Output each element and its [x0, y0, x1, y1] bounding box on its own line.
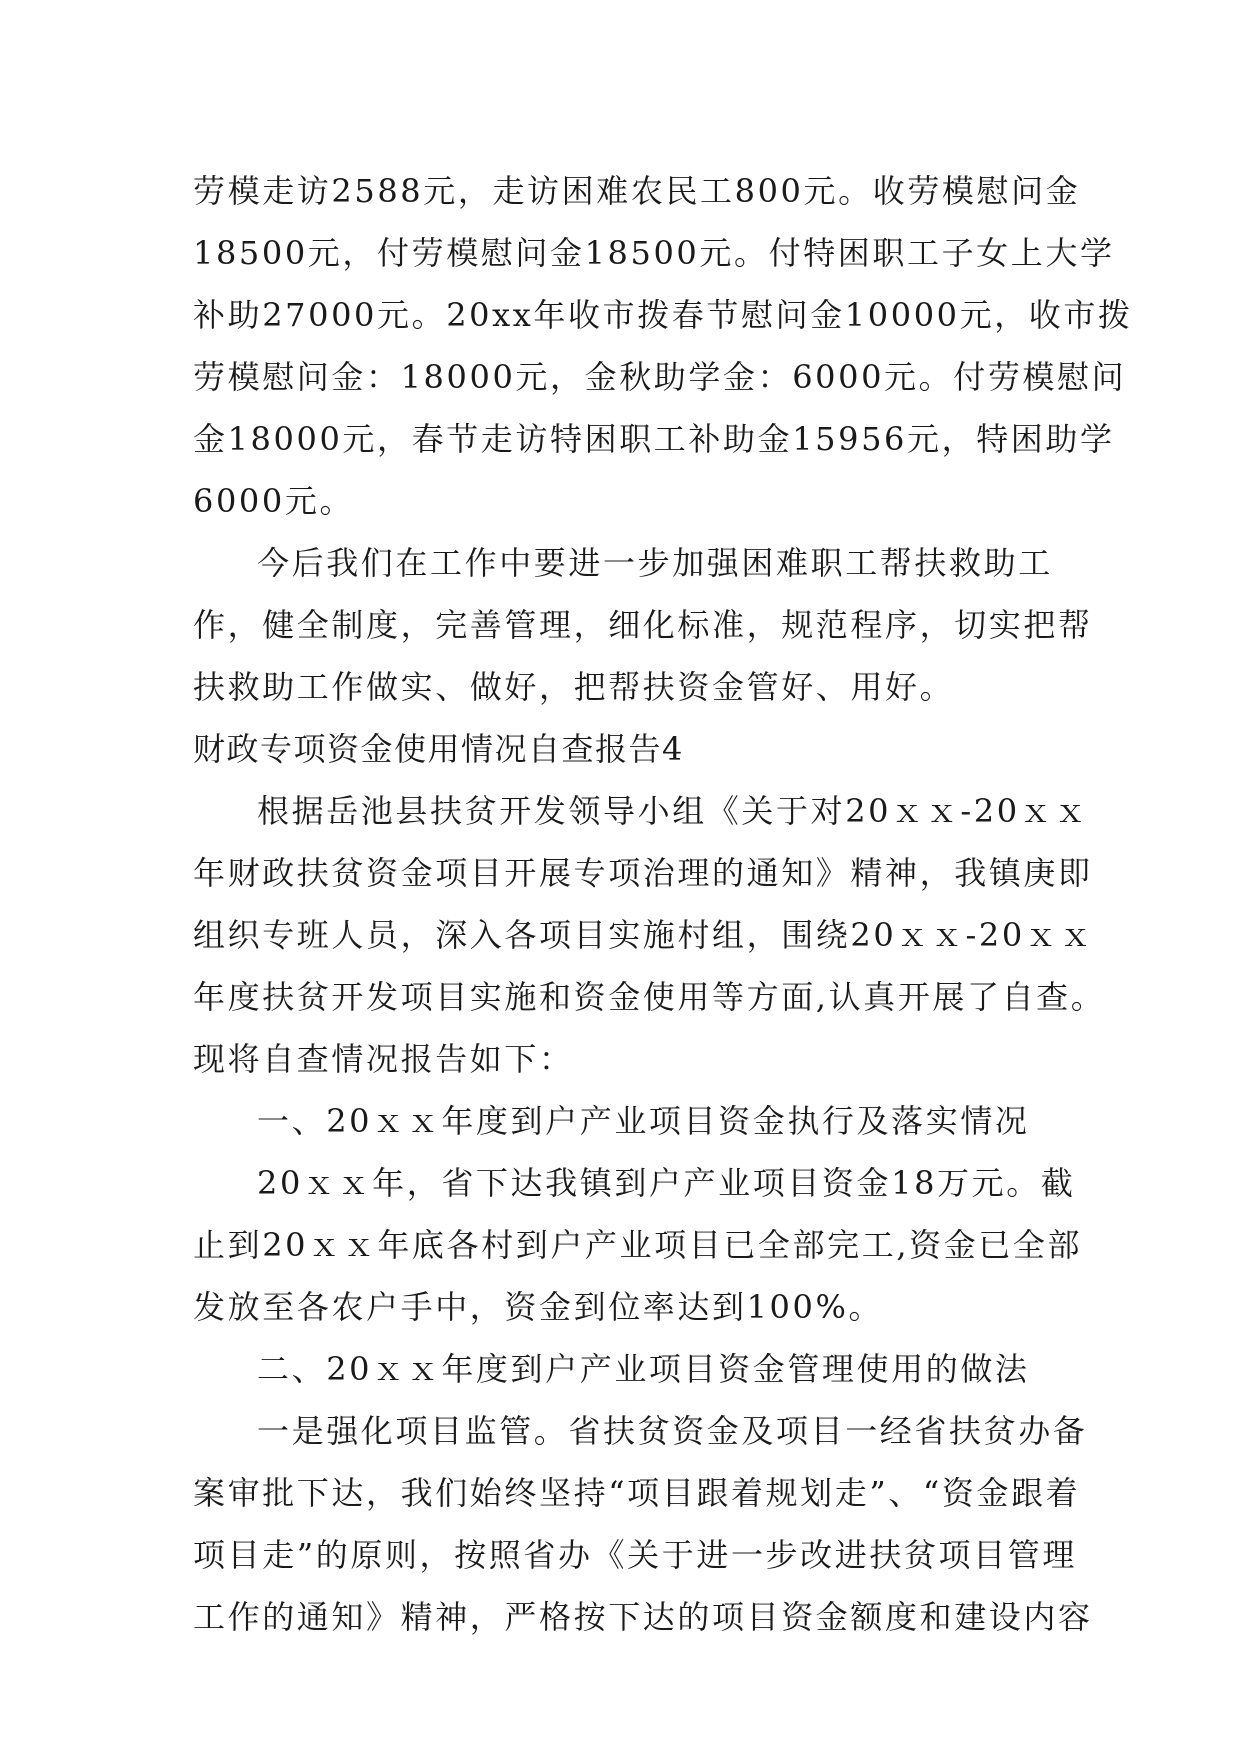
- text-line: 年度扶贫开发项目实施和资金使用等方面,认真开展了自查。: [193, 978, 1106, 1016]
- text-line: 劳模走访2588元，走访困难农民工800元。收劳模慰问金: [193, 172, 1081, 210]
- text-line: 扶救助工作做实、做好，把帮扶资金管好、用好。: [193, 668, 955, 706]
- text-line: 项目走”的原则，按照省办《关于进一步改进扶贫项目管理: [193, 1536, 1077, 1574]
- text-line: 18500元，付劳模慰问金18500元。付特困职工子女上大学: [193, 234, 1115, 272]
- document-page: [193, 160, 1133, 1648]
- text-line: 发放至各农户手中，资金到位率达到100%。: [193, 1288, 884, 1326]
- text-line: 现将自查情况报告如下：: [193, 1040, 574, 1078]
- text-line: 今后我们在工作中要进一步加强困难职工帮扶救助工: [257, 544, 1053, 582]
- text-line: 工作的通知》精神，严格按下达的项目资金额度和建设内容: [193, 1598, 1093, 1636]
- text-line: 一是强化项目监管。省扶贫资金及项目一经省扶贫办备: [257, 1412, 1088, 1450]
- section-title: 财政专项资金使用情况自查报告4: [193, 730, 684, 768]
- text-line: 作，健全制度，完善管理，细化标准，规范程序，切实把帮: [193, 606, 1093, 644]
- subheading: 二、20ｘｘ年度到户产业项目资金管理使用的做法: [257, 1350, 1030, 1388]
- text-line: 劳模慰问金：18000元，金秋助学金：6000元。付劳模慰问: [193, 358, 1127, 396]
- text-line: 金18000元，春节走访特困职工补助金15956元，特困助学: [193, 420, 1115, 458]
- text-line: 20ｘｘ年，省下达我镇到户产业项目资金18万元。截: [257, 1164, 1076, 1202]
- text-line: 年财政扶贫资金项目开展专项治理的通知》精神，我镇庚即: [193, 854, 1093, 892]
- text-line: 止到20ｘｘ年底各村到户产业项目已全部完工,资金已全部: [193, 1226, 1083, 1264]
- subheading: 一、20ｘｘ年度到户产业项目资金执行及落实情况: [257, 1102, 1030, 1140]
- text-line: 组织专班人员，深入各项目实施村组，围绕20ｘｘ-20ｘｘ: [193, 916, 1095, 954]
- text-line: 6000元。: [193, 482, 355, 520]
- text-line: 根据岳池县扶贫开发领导小组《关于对20ｘｘ-20ｘｘ: [257, 792, 1089, 830]
- text-line: 案审批下达，我们始终坚持“项目跟着规划走”、“资金跟着: [193, 1474, 1081, 1512]
- text-line: 补助27000元。20xx年收市拨春节慰问金10000元，收市拨: [193, 296, 1133, 334]
